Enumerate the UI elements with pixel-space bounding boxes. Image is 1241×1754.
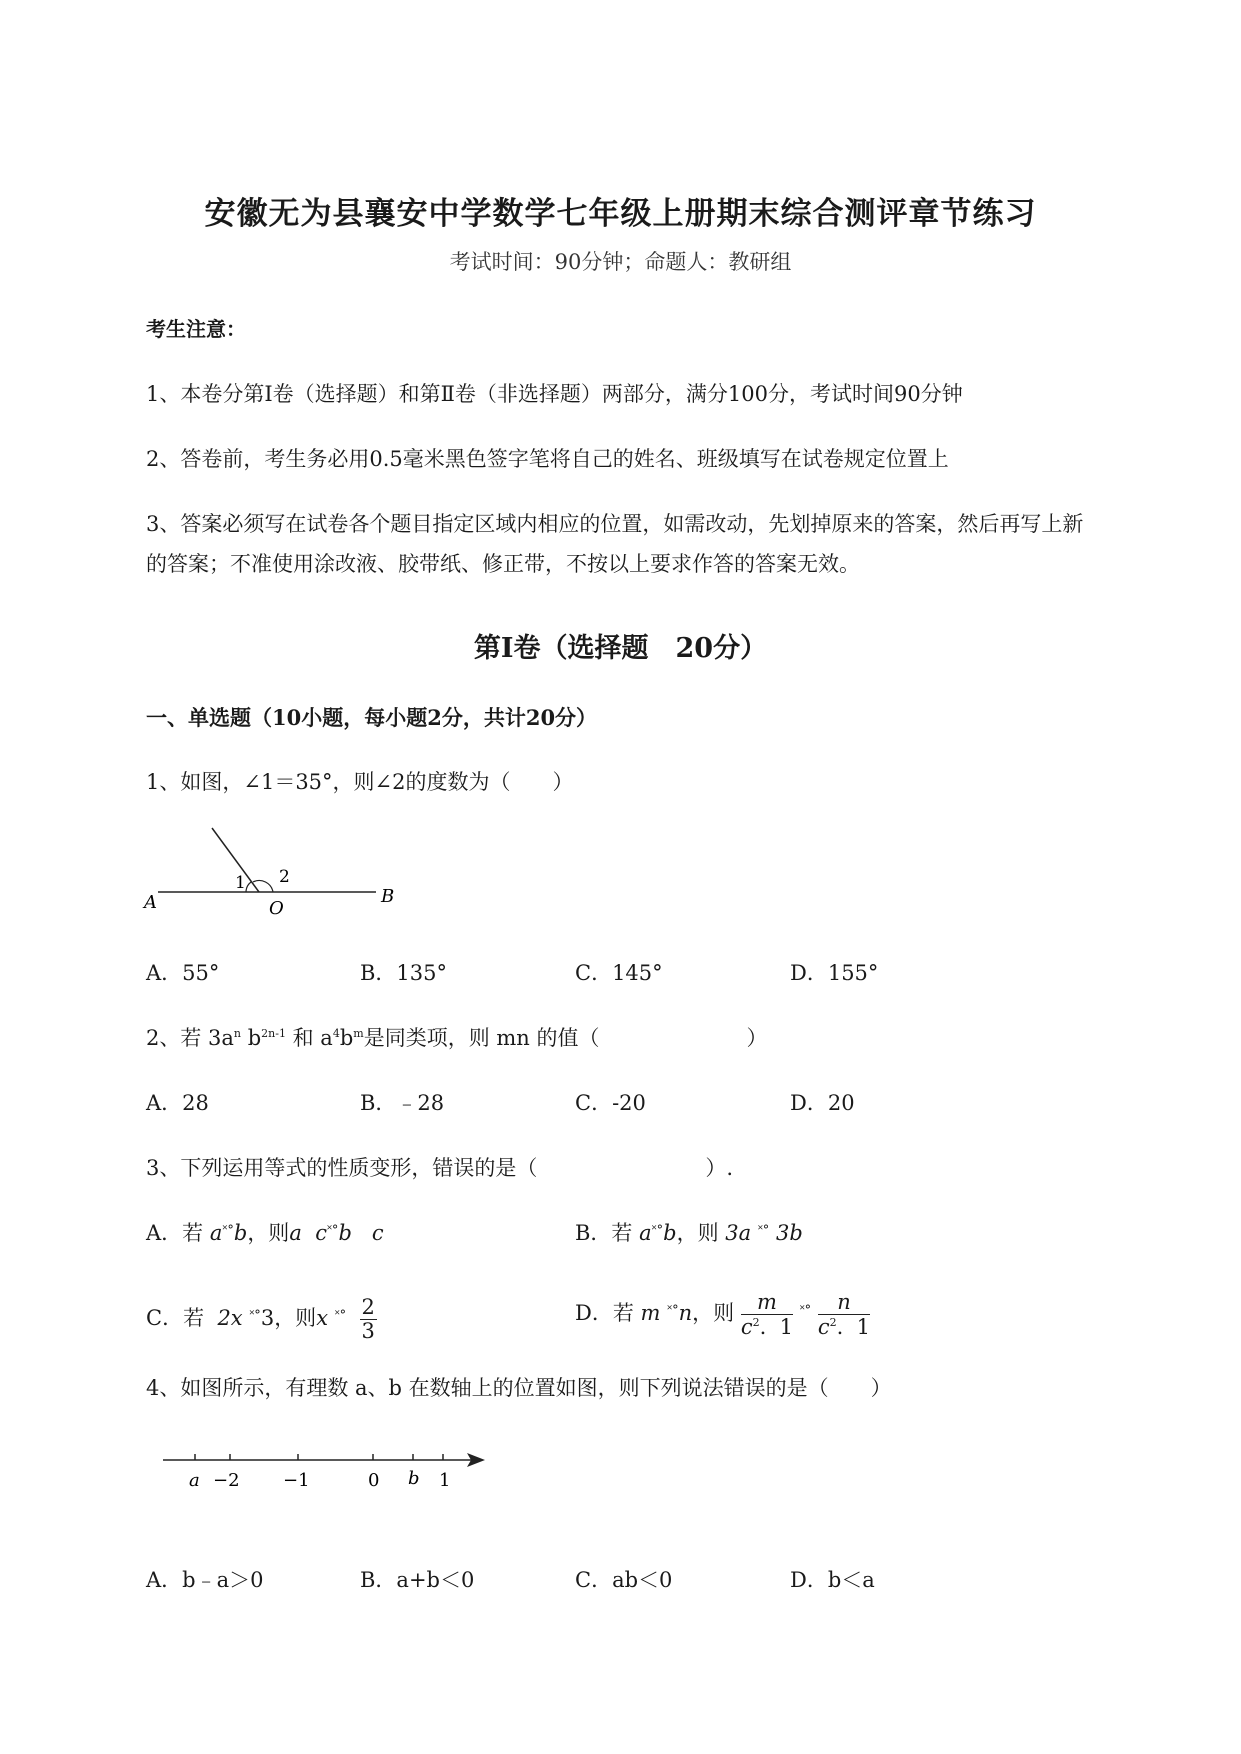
exam-info: 考试时间：90分钟；命题人：教研组: [449, 250, 792, 274]
notice-item-1: 1、本卷分第Ⅰ卷（选择题）和第Ⅱ卷（非选择题）两部分，满分100分，考试时间90分钟: [146, 382, 963, 406]
question-4-stem: 4、如图所示，有理数 a、b 在数轴上的位置如图，则下列说法错误的是（ ）: [146, 1376, 892, 1400]
notice-heading: 考生注意：: [146, 317, 246, 341]
section-title: 第Ⅰ卷（选择题 20分）: [473, 633, 768, 664]
number-line-figure: [155, 1440, 495, 1510]
point-o-label: O: [269, 898, 284, 919]
q4-option-b: B．a+b＜0: [360, 1568, 475, 1592]
tick-label-minus-1: −1: [283, 1470, 310, 1491]
q1-option-c: C．145°: [575, 961, 663, 985]
point-a-label: A: [144, 892, 157, 913]
q3-option-a: A．若 a˟°b，则a c˟°b c: [146, 1221, 384, 1245]
question-3-stem: 3、下列运用等式的性质变形，错误的是（ ）.: [146, 1156, 734, 1180]
q2-option-b: B．﹣28: [360, 1091, 445, 1115]
angle-figure: [140, 820, 420, 920]
tick-label-1: 1: [439, 1470, 451, 1491]
fraction-n: $\frac{n}{c^2. 1}$: [817, 1290, 871, 1340]
tick-label-0: 0: [368, 1470, 380, 1491]
q3-option-c: C．若 2x ˟°3，则x ˟° $\frac{2}{3}$: [146, 1295, 375, 1344]
q4-option-d: D．b＜a: [790, 1568, 875, 1592]
angle-2-label: 2: [279, 867, 290, 887]
q1-option-d: D．155°: [790, 961, 879, 985]
group-title: 一、单选题（10小题，每小题2分，共计20分）: [146, 705, 598, 730]
q3-option-d: D．若 m ˟°n，则 $\frac{m}{c^2. 1}$ ˟° $\frac{n}{c^2. 1}$: [575, 1290, 871, 1340]
q1-option-b: B．135°: [360, 961, 448, 985]
q1-option-a: A．55°: [146, 961, 220, 985]
q2-option-d: D．20: [790, 1091, 855, 1115]
q2-option-a: A．28: [146, 1091, 209, 1115]
question-2-stem: 2、若 $3a^n$ $b^{2n-1}$ 和 $a^4b^m$是同类项，则 mn 的值（ ）: [146, 1026, 768, 1050]
tick-label-minus-2: −2: [213, 1470, 240, 1491]
notice-item-2: 2、答卷前，考生务必用0.5毫米黑色签字笔将自己的姓名、班级填写在试卷规定位置上: [146, 447, 949, 471]
angle-1-label: 1: [235, 873, 246, 893]
tick-label-b: b: [408, 1468, 420, 1489]
q4-option-c: C．ab＜0: [575, 1568, 673, 1592]
q4-option-a: A．b﹣a＞0: [146, 1568, 264, 1592]
q2-option-c: C．-20: [575, 1091, 646, 1115]
fraction-m: $\frac{m}{c^2. 1}$: [740, 1290, 794, 1340]
page-title: 安徽无为县襄安中学数学七年级上册期末综合测评章节练习: [204, 196, 1037, 232]
notice-item-3: 3、答案必须写在试卷各个题目指定区域内相应的位置，如需改动，先划掉原来的答案，然后再写上新: [146, 512, 1084, 536]
point-b-label: B: [381, 886, 395, 907]
question-1-stem: 1、如图，∠1＝35°，则∠2的度数为（ ）: [146, 770, 574, 794]
fraction-two-thirds: $\frac{2}{3}$: [361, 1295, 375, 1344]
tick-label-a: a: [189, 1470, 200, 1491]
notice-item-3-cont: 的答案；不准使用涂改液、胶带纸、修正带，不按以上要求作答的答案无效。: [146, 552, 860, 576]
q3-option-b: B．若 a˟°b，则 3a ˟° 3b: [575, 1221, 803, 1245]
